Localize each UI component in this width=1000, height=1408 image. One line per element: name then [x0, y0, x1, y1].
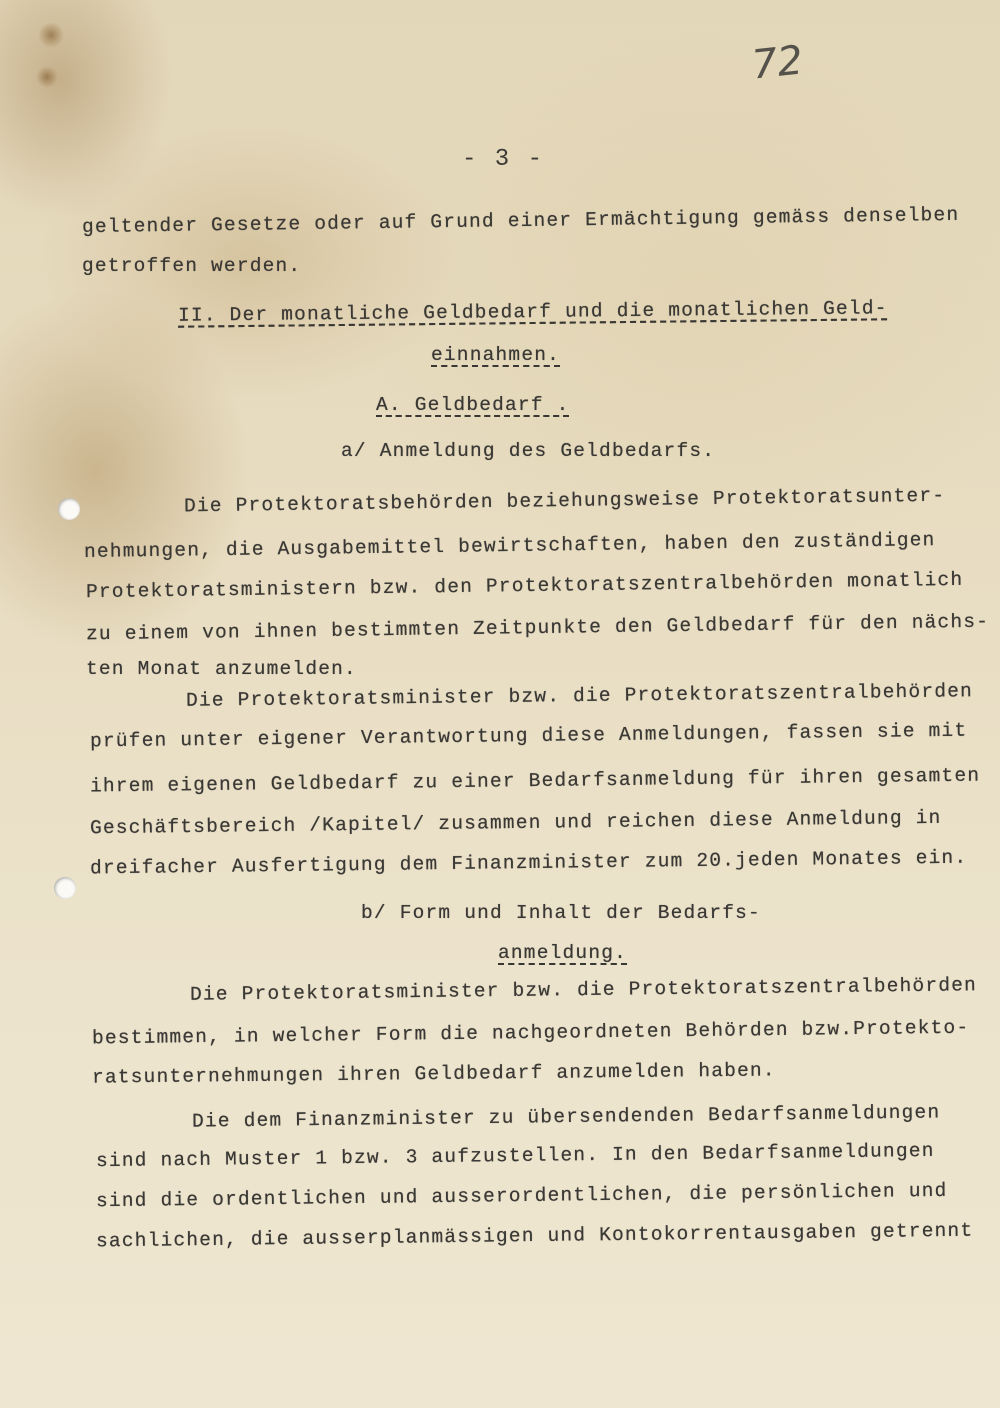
text-line: ten Monat anzumelden.	[86, 658, 357, 680]
text-line: sind die ordentlichen und ausserordentlichen, die persönlichen und	[95, 1179, 948, 1213]
punch-hole-bottom	[54, 877, 76, 899]
subsection-heading: A. Geldbedarf .	[376, 394, 570, 416]
text-line: ihrem eigenen Geldbedarf zu einer Bedarfsanmeldung für ihren gesamten	[89, 764, 981, 798]
text-line: sind nach Muster 1 bzw. 3 aufzustellen. In den Bedarfsanmeldungen	[95, 1139, 935, 1173]
text-line: geltender Gesetze oder auf Grund einer Ermächtigung gemäss denselben	[81, 203, 960, 239]
text-line: ratsunternehmungen ihren Geldbedarf anzumelden haben.	[91, 1059, 776, 1089]
page-number: - 3 -	[462, 146, 545, 173]
punch-hole-top	[58, 498, 80, 520]
text-line: Geschäftsbereich /Kapitel/ zusammen und reichen diese Anmeldung in	[89, 806, 942, 840]
section-heading: II. Der monatliche Geldbedarf und die monatlichen Geld-	[177, 297, 888, 327]
text-line: Die dem Finanzminister zu übersendenden Bedarfsanmeldungen	[191, 1101, 941, 1133]
text-line: Die Protektoratsminister bzw. die Protektoratszentralbehörden	[189, 974, 978, 1006]
text-line: Die Protektoratsminister bzw. die Protektoratszentralbehörden	[185, 680, 974, 712]
text-line: zu einem von ihnen bestimmten Zeitpunkte den Geldbedarf für den nächs-	[85, 610, 990, 646]
rust-stain	[36, 66, 58, 88]
text-line: Protektoratsministern bzw. den Protektoratszentralbehörden monatlich	[85, 568, 964, 604]
text-line: dreifacher Ausfertigung dem Finanzminister zum 20.jeden Monates ein.	[89, 846, 968, 880]
handwritten-folio-number: 72	[749, 37, 806, 89]
text-line: getroffen werden.	[82, 255, 302, 277]
section-heading-continuation: einnahmen.	[431, 344, 561, 366]
clause-heading: b/ Form und Inhalt der Bedarfs-	[361, 902, 761, 924]
text-line: nehmungen, die Ausgabemittel bewirtschaften, haben den zuständigen	[83, 529, 936, 563]
text-line: Die Protektoratsbehörden beziehungsweise Protektoratsunter-	[183, 484, 946, 518]
rust-stain	[38, 22, 64, 48]
text-line: sachlichen, die ausserplanmässigen und Kontokorrentausgaben getrennt	[95, 1219, 974, 1253]
text-line: prüfen unter eigener Verantwortung diese Anmeldungen, fassen sie mit	[89, 719, 968, 753]
text-line: bestimmen, in welcher Form die nachgeordneten Behörden bzw.Protekto-	[91, 1016, 970, 1050]
clause-heading-continuation: anmeldung.	[498, 942, 628, 964]
clause-heading: a/ Anmeldung des Geldbedarfs.	[341, 440, 716, 462]
